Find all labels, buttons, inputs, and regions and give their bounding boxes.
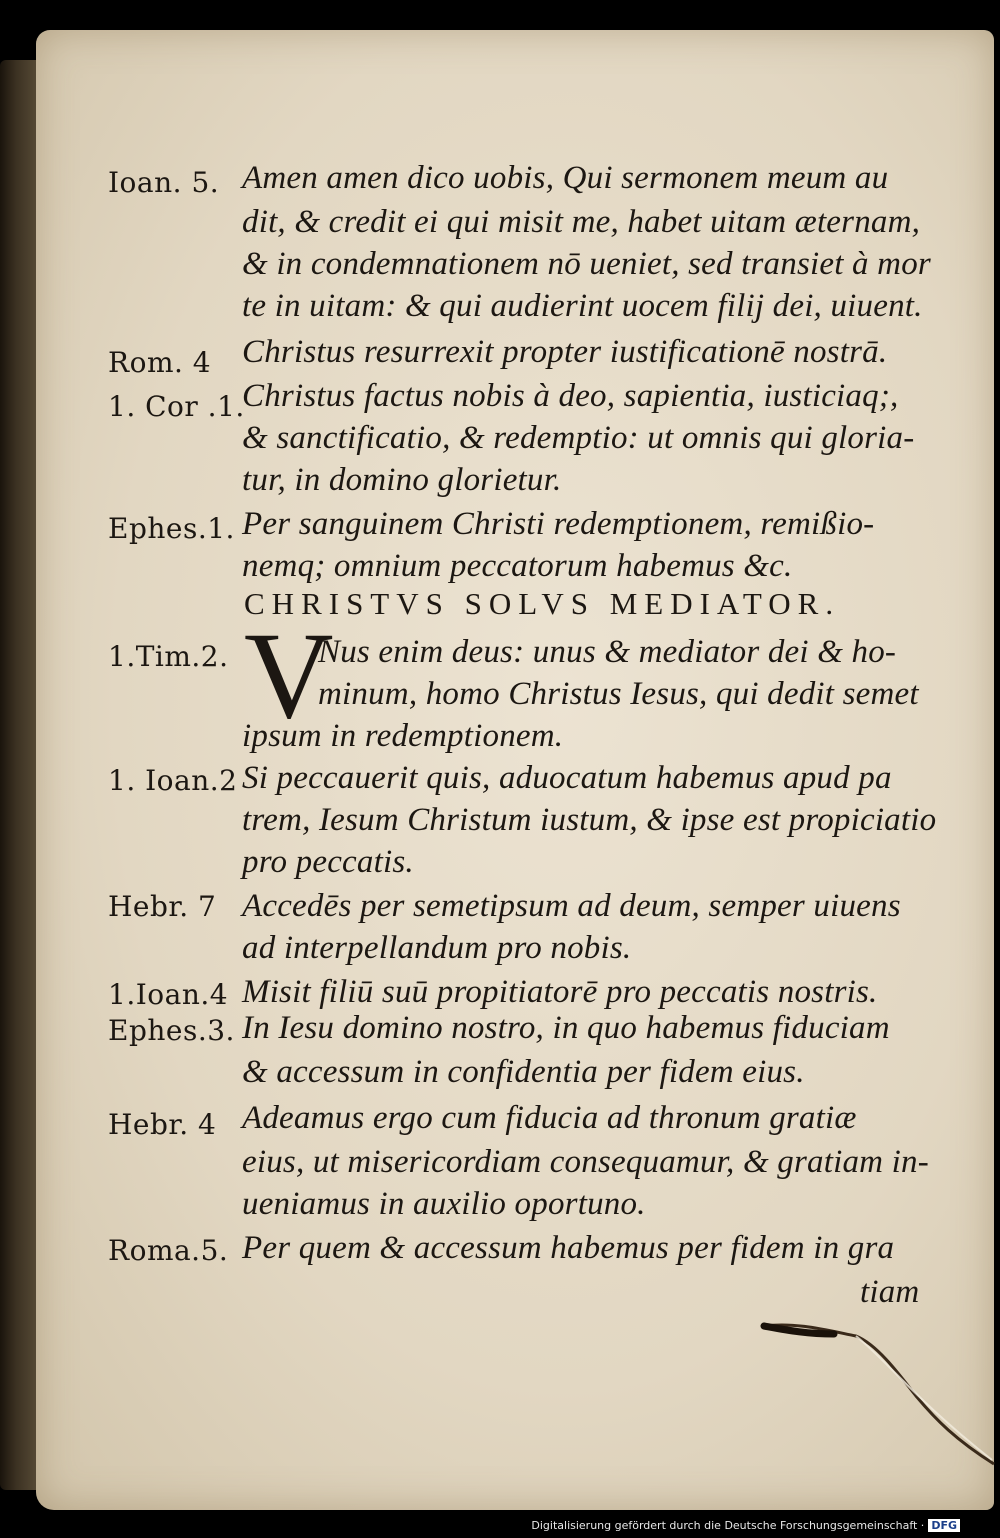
text-line: minum, homo Christus Iesus, qui dedit semet xyxy=(318,676,919,712)
text-line: Si peccauerit quis, aduocatum habemus apud pa xyxy=(242,760,892,796)
margin-ref: Rom. 4 xyxy=(108,346,212,379)
text-line: ad interpellandum pro nobis. xyxy=(242,930,632,966)
text-line: Per sanguinem Christi redemptionem, remißio- xyxy=(242,506,875,542)
dfg-logo: DFG xyxy=(928,1519,960,1532)
footer-text: Digitalisierung gefördert durch die Deutsche Forschungsgemeinschaft · xyxy=(531,1519,925,1532)
text-line: & in condemnationem nō ueniet, sed transiet à mor xyxy=(242,246,931,282)
text-line: & sanctificatio, & redemptio: ut omnis qui gloria- xyxy=(242,420,915,456)
paper-crack xyxy=(756,1300,1000,1470)
text-line: pro peccatis. xyxy=(242,844,414,880)
text-line: Per quem & accessum habemus per fidem in gra xyxy=(242,1230,895,1266)
text-line: In Iesu domino nostro, in quo habemus fiduciam xyxy=(242,1010,890,1046)
margin-ref: Hebr. 7 xyxy=(108,890,217,923)
catchword: tiam xyxy=(860,1274,920,1310)
text-line: Amen amen dico uobis, Qui sermonem meum au xyxy=(242,160,889,196)
text-line: trem, Iesum Christum iustum, & ipse est propiciatio xyxy=(242,802,937,838)
footer-credit xyxy=(531,1519,960,1532)
text-line: Misit filiū suū propitiatorē pro peccatis nostris. xyxy=(242,974,878,1010)
text-line: Christus resurrexit propter iustificationē nostrā. xyxy=(242,334,888,370)
text-line: Christus factus nobis à deo, sapientia, iusticiaq;, xyxy=(242,378,899,414)
text-line: nemq; omnium peccatorum habemus &c. xyxy=(242,548,793,584)
margin-ref: 1. Ioan.2 xyxy=(108,764,238,797)
margin-ref: Roma.5. xyxy=(108,1234,229,1267)
margin-ref: 1.Tim.2. xyxy=(108,640,229,673)
book-spine xyxy=(0,60,40,1490)
text-line: tur, in domino glorietur. xyxy=(242,462,562,498)
margin-ref: 1.Ioan.4 xyxy=(108,978,229,1011)
drop-initial: V xyxy=(244,607,334,744)
text-line: dit, & credit ei qui misit me, habet uitam æternam, xyxy=(242,204,921,240)
text-line: ueniamus in auxilio oportuno. xyxy=(242,1186,646,1222)
section-heading: CHRISTVS SOLVS MEDIATOR. xyxy=(244,586,841,621)
margin-ref: Ephes.3. xyxy=(108,1014,235,1047)
text-line: eius, ut misericordiam consequamur, & gratiam in- xyxy=(242,1144,929,1180)
margin-ref: Hebr. 4 xyxy=(108,1108,217,1141)
text-line: Accedēs per semetipsum ad deum, semper uiuens xyxy=(242,888,901,924)
margin-ref: Ephes.1. xyxy=(108,512,235,545)
margin-ref: Ioan. 5. xyxy=(108,166,220,199)
text-line: ipsum in redemptionem. xyxy=(242,718,564,754)
text-line: Nus enim deus: unus & mediator dei & ho- xyxy=(318,634,897,670)
text-line: te in uitam: & qui audierint uocem filij dei, uiuent. xyxy=(242,288,923,324)
margin-ref: 1. Cor .1. xyxy=(108,390,245,423)
text-line: Adeamus ergo cum fiducia ad thronum gratiæ xyxy=(242,1100,857,1136)
text-line: & accessum in confidentia per fidem eius. xyxy=(242,1054,805,1090)
